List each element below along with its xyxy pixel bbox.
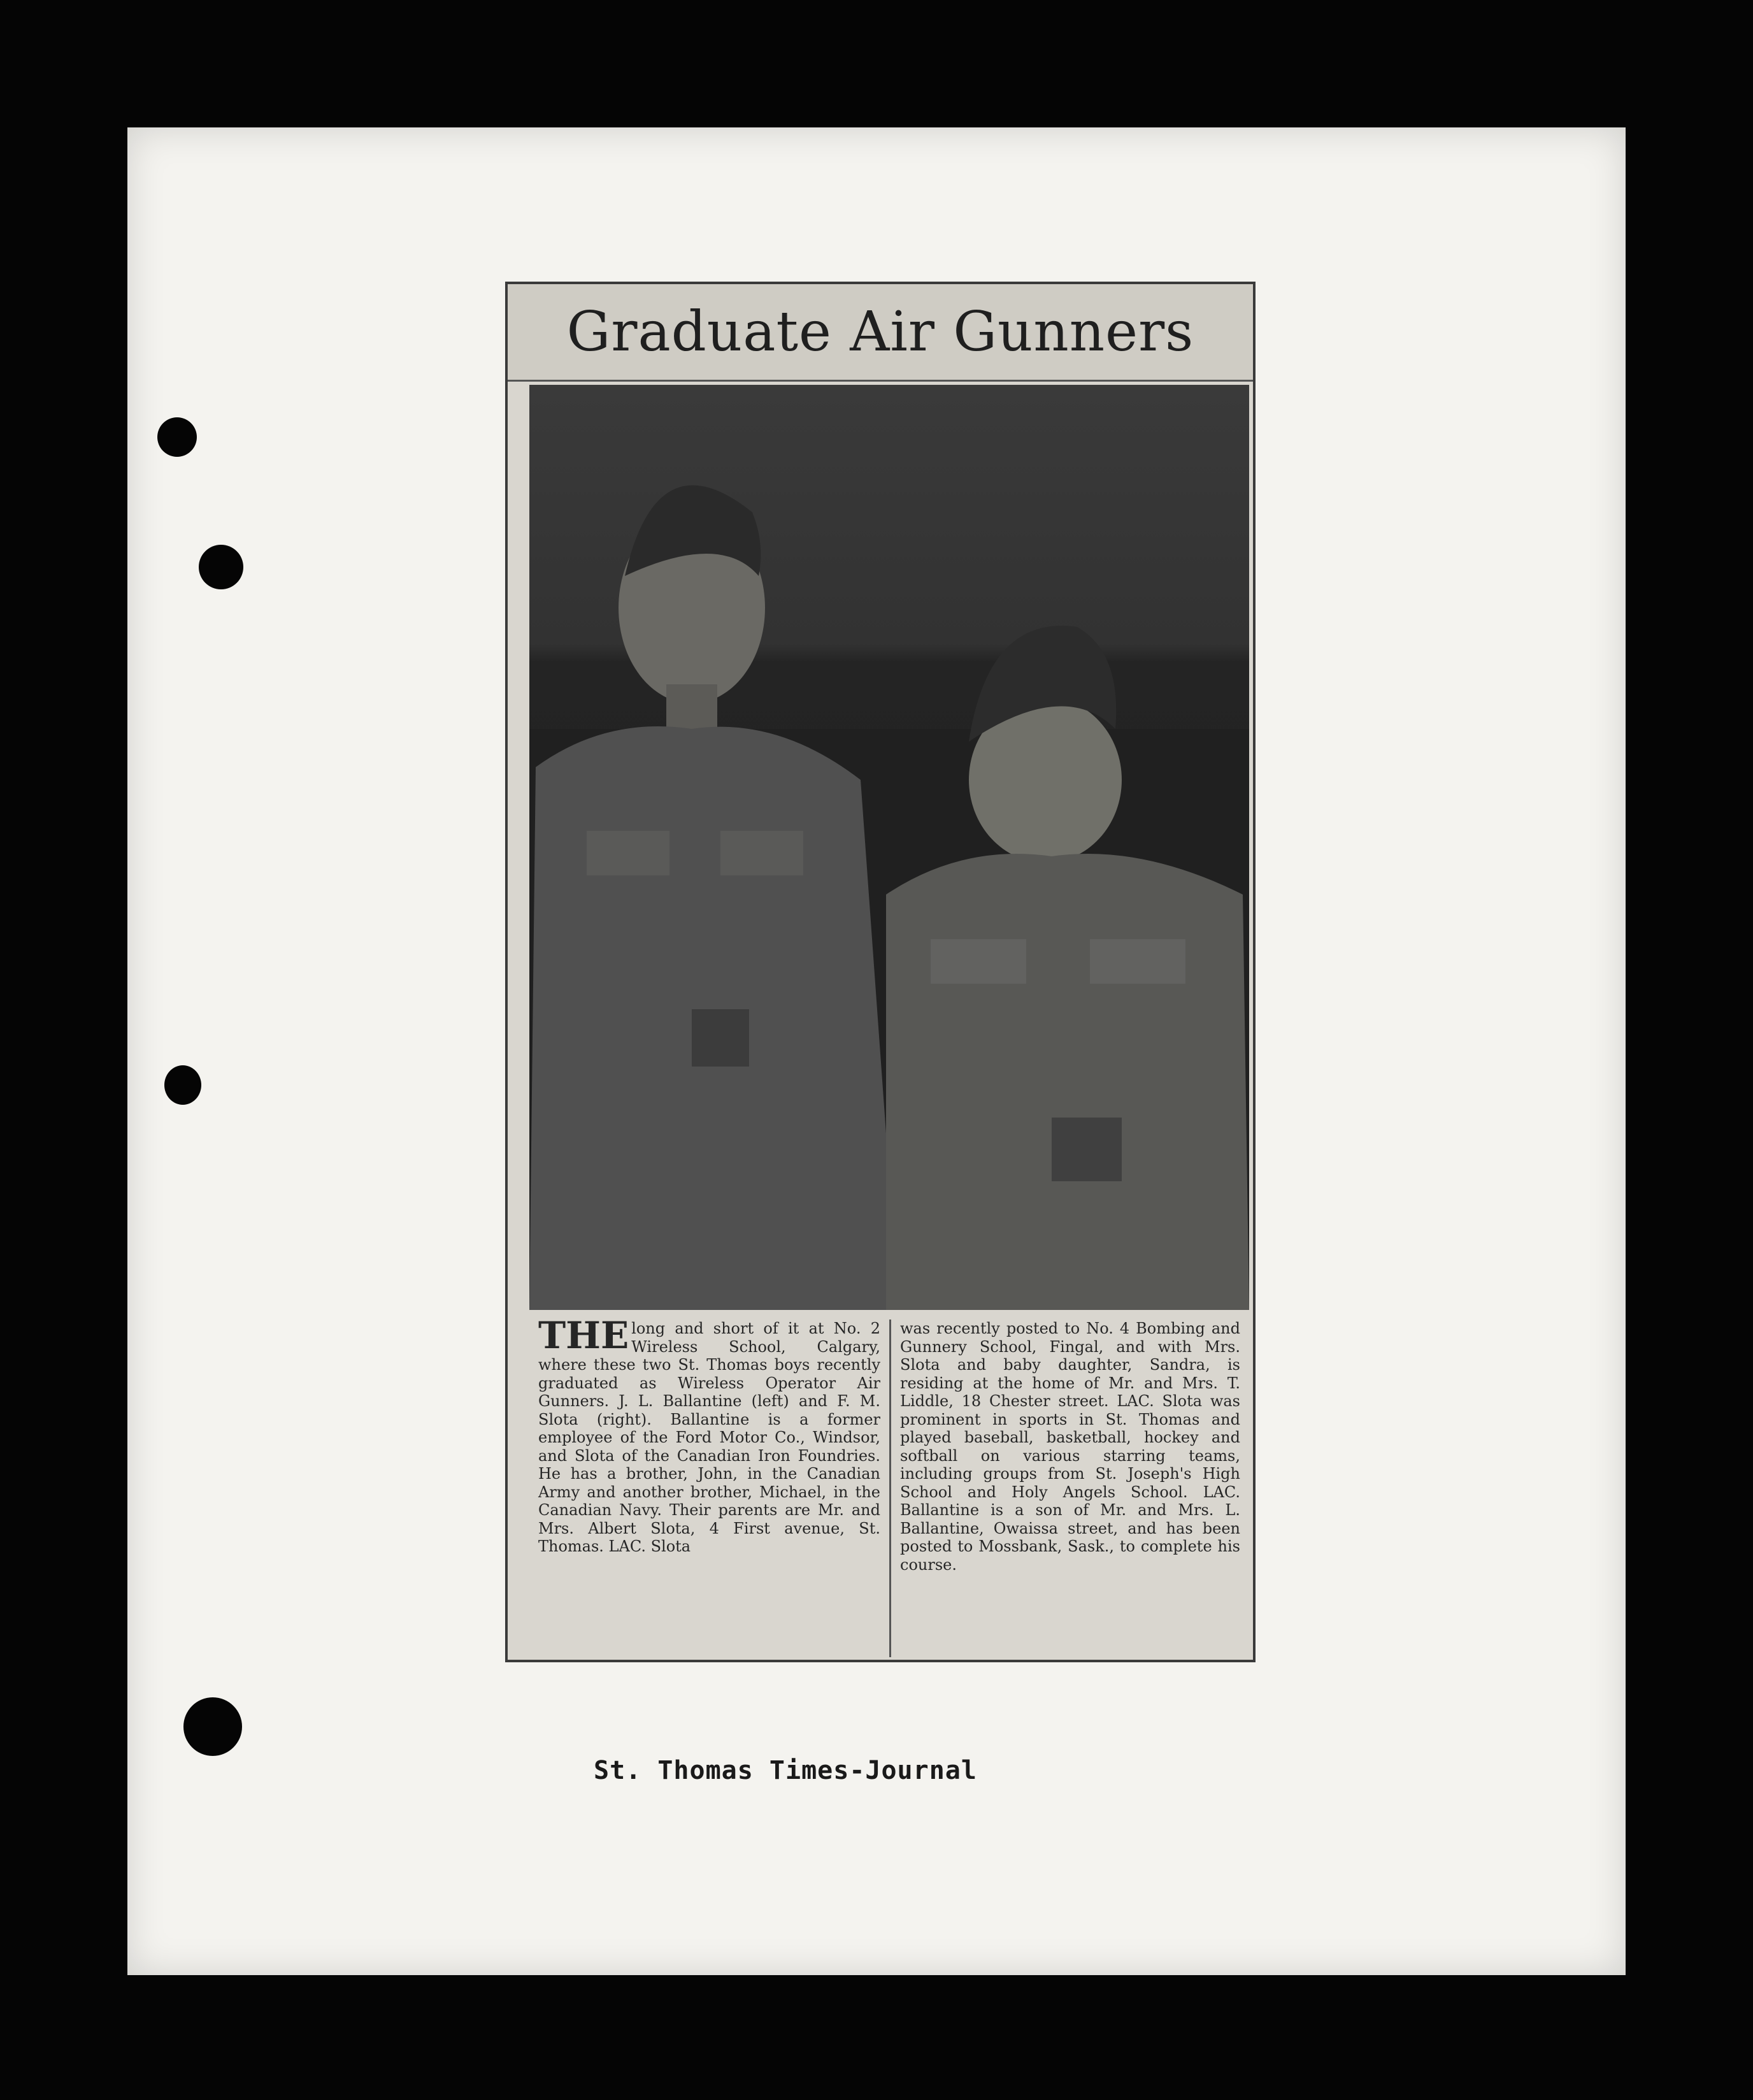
caption — [529, 1314, 1249, 1657]
photo-two-airmen — [529, 385, 1249, 1310]
binder-hole — [183, 1697, 242, 1756]
caption-column-2: was recently posted to No. 4 Bombing and Gunnery School, Fingal, and with Mrs. Slota and baby daughter, Sandra, is residing at the home of Mr. and Mrs. T. Liddle, 18 Chester street. LAC. Slota was prominent in sports in St. Thomas and played baseball, basketball, hockey and softball on various starring teams, including groups from St. Joseph's High School and Holy Angels School. LAC. Ballantine is a son of Mr. and Mrs. L. Ballantine, Owaissa street, and has been posted to Mossbank, Sask., to complete his course. — [889, 1320, 1249, 1657]
newspaper-clipping — [505, 282, 1256, 1662]
source-label: St. Thomas Times-Journal — [594, 1756, 977, 1785]
binder-hole — [157, 417, 197, 457]
archive-page — [127, 127, 1626, 1975]
headline: Graduate Air Gunners — [508, 284, 1253, 382]
caption-column-1 — [529, 1314, 889, 1657]
binder-hole — [199, 545, 243, 589]
caption-text-1: long and short of it at No. 2 Wireless School, Calgary, where these two St. Thomas boys recently graduated as Wireless Operator Air Gunners. J. L. Ballantine (left) and F. M. Slota (right). Ballantine is a former employee of the Ford Motor Co., Windsor, and Slota of the Canadian Iron Foundries. He has a brother, John, in the Canadian Army and another brother, Michael, in the Canadian Navy. Their parents are Mr. and Mrs. Albert Slota, 4 First avenue, St. Thomas. LAC. Slota — [538, 1320, 880, 1555]
dropcap: THE — [538, 1314, 629, 1357]
binder-hole — [164, 1065, 201, 1105]
photo-illustration — [529, 385, 1249, 1310]
